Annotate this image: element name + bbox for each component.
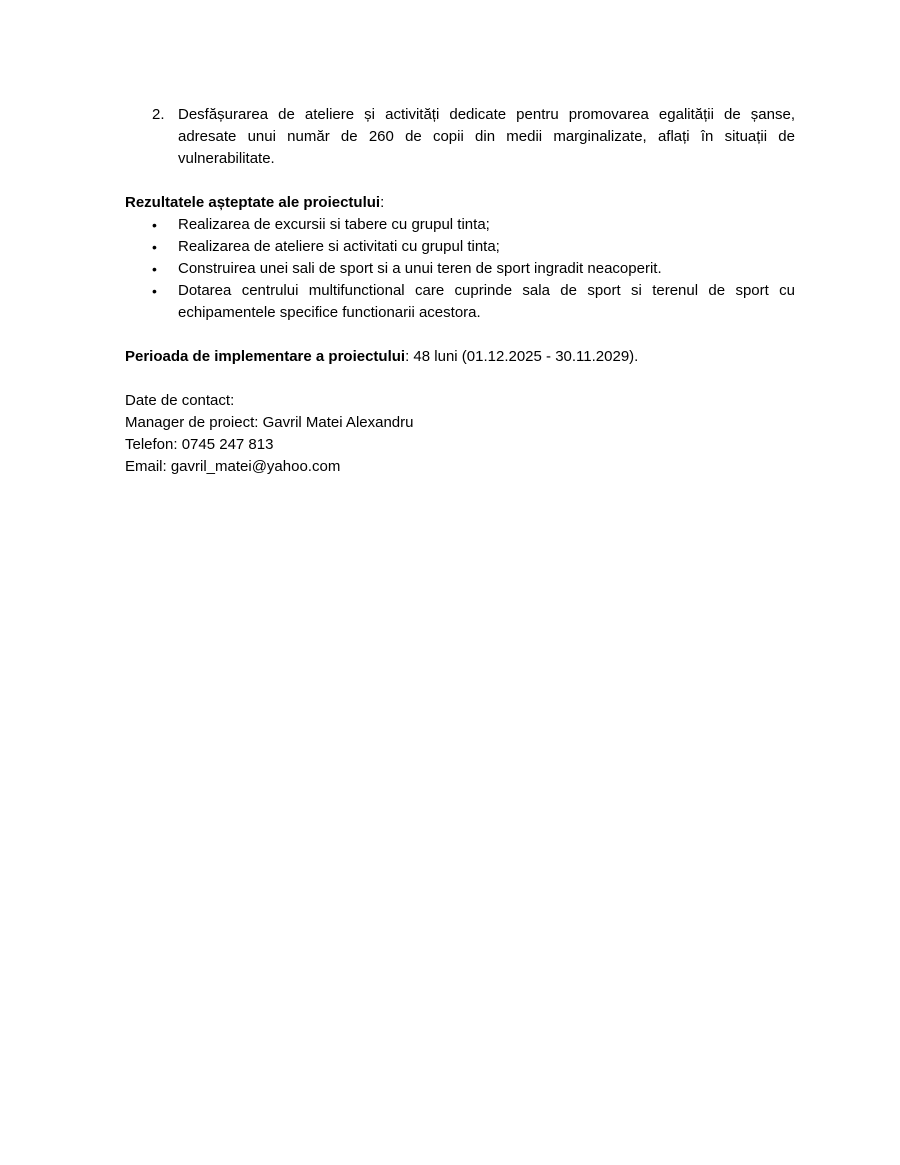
bullet-icon: •	[152, 217, 157, 233]
objective-item-2	[125, 104, 795, 170]
contact-email: Email: gavril_matei@yahoo.com	[125, 458, 341, 475]
objective-text: Desfășurarea de ateliere și activități dedicate pentru promovarea egalității de șanse, adresate unui număr de 260 de copii din medii marginalizate, aflați în situații de vulnerabilitate.	[178, 106, 795, 167]
bullet-icon: •	[152, 239, 157, 255]
result-item-text: Construirea unei sali de sport si a unui teren de sport ingradit neacoperit.	[178, 260, 662, 277]
period-value: : 48 luni (01.12.2025 - 30.11.2029).	[405, 348, 639, 365]
list-number: 2.	[152, 106, 165, 123]
implementation-period	[125, 346, 795, 368]
list-item	[125, 214, 795, 236]
list-item	[125, 236, 795, 258]
results-list	[125, 214, 795, 324]
result-item-text: Realizarea de ateliere si activitati cu grupul tinta;	[178, 238, 500, 255]
bullet-icon: •	[152, 283, 157, 299]
document-page	[125, 104, 795, 478]
results-heading-line	[125, 192, 795, 214]
result-item-text: Dotarea centrului multifunctional care cuprinde sala de sport si terenul de sport cu echipamentele specifice functionarii acestora.	[178, 282, 795, 321]
results-heading-colon: :	[380, 194, 385, 211]
list-item	[125, 258, 795, 280]
contact-manager: Manager de proiect: Gavril Matei Alexandru	[125, 414, 414, 431]
contact-block	[125, 390, 795, 478]
contact-title: Date de contact:	[125, 392, 235, 409]
results-heading: Rezultatele așteptate ale proiectului	[125, 194, 381, 211]
result-item-text: Realizarea de excursii si tabere cu grupul tinta;	[178, 216, 490, 233]
period-label: Perioada de implementare a proiectului	[125, 348, 406, 365]
list-item	[125, 280, 795, 324]
bullet-icon: •	[152, 261, 157, 277]
contact-phone: Telefon: 0745 247 813	[125, 436, 274, 453]
